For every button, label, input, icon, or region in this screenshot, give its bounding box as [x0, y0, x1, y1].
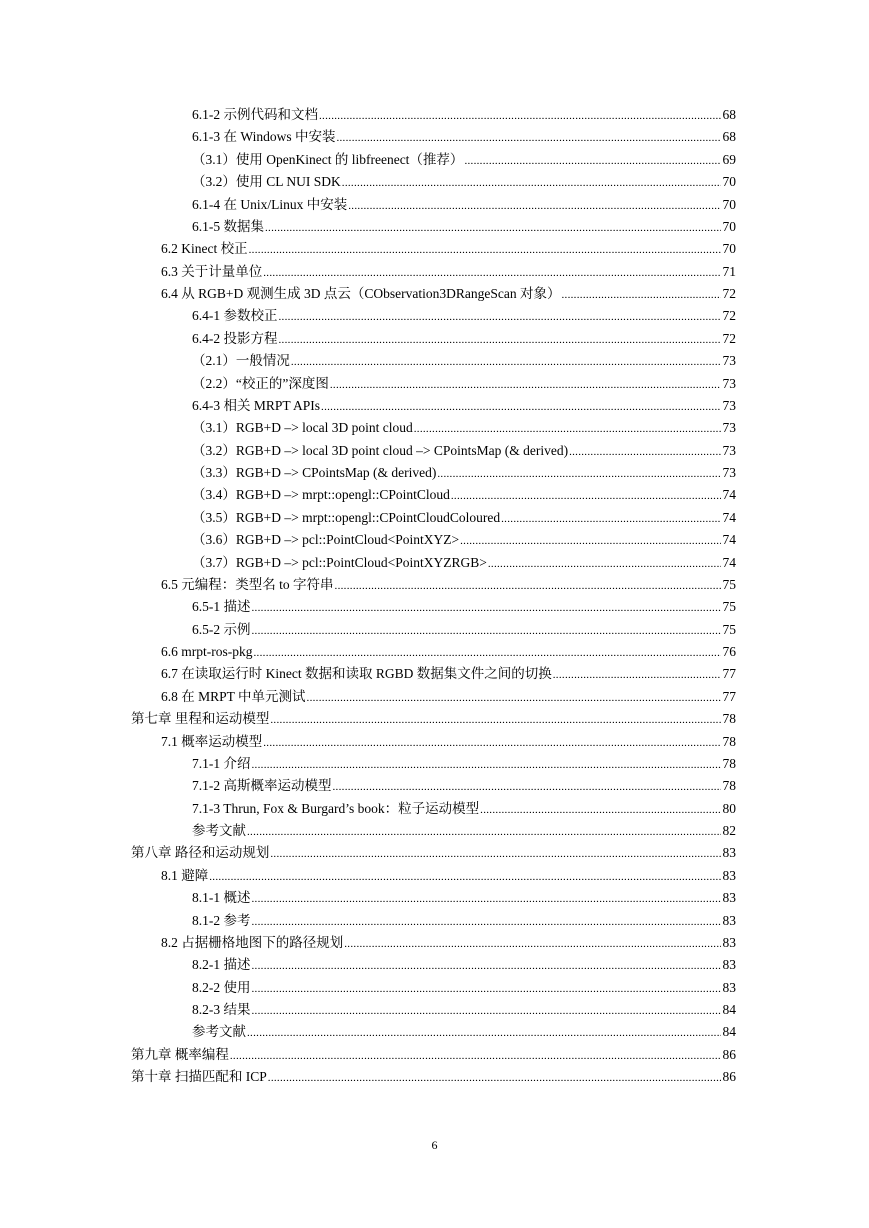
- toc-entry-page: 84: [722, 1002, 736, 1017]
- toc-entry-page: 86: [722, 1046, 736, 1062]
- toc-entry-title: 参考文献: [192, 1024, 246, 1040]
- toc-entry-page: 70: [722, 174, 736, 190]
- toc-entry-page: 70: [722, 196, 736, 212]
- toc-entry-title: 第十章 扫描匹配和 ICP: [131, 1069, 267, 1085]
- toc-entry[interactable]: [0, 529, 869, 551]
- toc-entry-title: 6.3 关于计量单位: [161, 263, 263, 279]
- toc-entry-page: 78: [722, 711, 736, 727]
- toc-entry-page: 77: [722, 688, 736, 704]
- toc-leader-dots: [252, 954, 722, 977]
- toc-leader-dots: [480, 798, 721, 821]
- toc-entry[interactable]: [0, 283, 869, 305]
- toc-entry-page: 68: [722, 107, 736, 122]
- toc-entry[interactable]: [0, 686, 869, 708]
- toc-entry-title: 第七章 里程和运动模型: [131, 711, 270, 727]
- toc-entry[interactable]: [0, 1066, 869, 1088]
- toc-entry-page: 72: [722, 330, 736, 346]
- toc-entry-title: （3.2）使用 CL NUI SDK: [192, 174, 341, 190]
- toc-entry[interactable]: [0, 820, 869, 842]
- toc-entry-page: 78: [722, 755, 736, 771]
- toc-entry-page: 74: [722, 532, 736, 548]
- toc-entry-page: 73: [722, 397, 736, 413]
- toc-leader-dots: [252, 910, 722, 933]
- toc-entry-page: 78: [722, 778, 736, 794]
- toc-entry-title: 7.1-2 高斯概率运动模型: [192, 778, 332, 794]
- toc-entry-page: 74: [722, 487, 736, 503]
- toc-leader-dots: [569, 440, 721, 463]
- toc-leader-dots: [342, 171, 721, 194]
- toc-entry-title: （3.2）RGB+D –> local 3D point cloud –> CPointsMap (& derived): [192, 442, 569, 458]
- toc-entry-page: 73: [722, 465, 736, 480]
- toc-entry-page: 71: [722, 263, 736, 279]
- toc-entry[interactable]: [0, 708, 869, 730]
- toc-leader-dots: [209, 865, 721, 888]
- toc-entry[interactable]: [0, 373, 869, 395]
- toc-leader-dots: [247, 1021, 721, 1044]
- toc-leader-dots: [348, 194, 721, 217]
- toc-entry[interactable]: [0, 731, 869, 753]
- toc-entry-title: 8.2-3 结果: [192, 1002, 251, 1017]
- toc-entry-title: 第九章 概率编程: [131, 1046, 229, 1062]
- toc-entry[interactable]: [0, 216, 869, 238]
- toc-entry-page: 69: [722, 151, 736, 167]
- toc-leader-dots: [319, 104, 721, 127]
- toc-entry[interactable]: [0, 910, 869, 932]
- toc-entry-page: 83: [722, 934, 736, 950]
- toc-entry-title: 6.7 在读取运行时 Kinect 数据和读取 RGBD 数据集文件之间的切换: [161, 666, 552, 682]
- toc-leader-dots: [252, 596, 722, 619]
- toc-entry[interactable]: [0, 395, 869, 417]
- toc-entry[interactable]: [0, 641, 869, 663]
- toc-entry-title: 7.1 概率运动模型: [161, 733, 263, 749]
- toc-entry-page: 76: [722, 644, 736, 659]
- toc-leader-dots: [336, 126, 721, 149]
- toc-entry[interactable]: [0, 149, 869, 171]
- toc-entry-page: 73: [722, 442, 736, 458]
- toc-entry[interactable]: [0, 126, 869, 148]
- toc-entry[interactable]: [0, 171, 869, 193]
- toc-leader-dots: [230, 1044, 721, 1067]
- toc-entry[interactable]: [0, 775, 869, 797]
- toc-leader-dots: [279, 305, 722, 328]
- toc-entry-title: 8.1 避障: [161, 867, 209, 883]
- toc-entry[interactable]: [0, 305, 869, 327]
- toc-entry[interactable]: [0, 865, 869, 887]
- toc-leader-dots: [437, 462, 721, 485]
- toc-entry-page: 68: [722, 129, 736, 145]
- toc-entry-title: 8.2-1 描述: [192, 957, 251, 973]
- toc-entry-title: 8.1-2 参考: [192, 912, 251, 928]
- toc-entry-title: 6.4 从 RGB+D 观测生成 3D 点云（CObservation3DRangeScan 对象）: [161, 286, 561, 301]
- toc-entry-page: 83: [722, 890, 736, 906]
- toc-entry[interactable]: [0, 328, 869, 350]
- toc-entry-page: 77: [722, 666, 736, 682]
- toc-entry-page: 75: [722, 576, 736, 592]
- toc-leader-dots: [464, 149, 721, 172]
- toc-entry[interactable]: [0, 440, 869, 462]
- toc-entry[interactable]: [0, 484, 869, 506]
- toc-entry-page: 72: [722, 308, 736, 324]
- toc-entry-page: 83: [722, 867, 736, 883]
- toc-leader-dots: [252, 887, 722, 910]
- toc-leader-dots: [333, 775, 722, 798]
- toc-leader-dots: [460, 529, 721, 552]
- toc-entry-title: 8.2 占据栅格地图下的路径规划: [161, 934, 344, 950]
- toc-entry[interactable]: [0, 1044, 869, 1066]
- toc-entry-page: 86: [722, 1069, 736, 1085]
- toc-leader-dots: [247, 820, 721, 843]
- toc-leader-dots: [249, 238, 721, 261]
- toc-entry-page: 83: [722, 912, 736, 928]
- toc-entry-title: 6.6 mrpt-ros-pkg: [161, 644, 253, 659]
- toc-leader-dots: [553, 663, 721, 686]
- toc-entry-title: 6.8 在 MRPT 中单元测试: [161, 688, 306, 704]
- toc-entry-title: （2.2）“校正的”深度图: [192, 375, 329, 391]
- toc-entry-page: 72: [722, 286, 736, 301]
- toc-entry[interactable]: [0, 507, 869, 529]
- toc-entry[interactable]: [0, 619, 869, 641]
- toc-entry-page: 73: [722, 375, 736, 391]
- toc-entry-title: 6.4-2 投影方程: [192, 330, 278, 346]
- toc-entry-page: 75: [722, 599, 736, 615]
- toc-entry[interactable]: [0, 999, 869, 1021]
- toc-entry-page: 83: [722, 979, 736, 995]
- toc-entry[interactable]: [0, 954, 869, 976]
- toc-leader-dots: [451, 484, 721, 507]
- toc-entry-title: 6.2 Kinect 校正: [161, 241, 248, 257]
- toc-entry[interactable]: [0, 977, 869, 999]
- toc-entry-page: 70: [722, 218, 736, 234]
- toc-leader-dots: [265, 216, 721, 239]
- toc-entry-title: 6.1-4 在 Unix/Linux 中安装: [192, 196, 348, 212]
- toc-entry-page: 74: [722, 509, 736, 525]
- toc-entry-page: 83: [722, 957, 736, 973]
- toc-entry-title: （3.7）RGB+D –> pcl::PointCloud<PointXYZRGB>: [192, 554, 487, 570]
- toc-entry[interactable]: [0, 238, 869, 260]
- toc-entry-title: （3.1）RGB+D –> local 3D point cloud: [192, 420, 413, 436]
- toc-entry-title: （3.5）RGB+D –> mrpt::opengl::CPointCloudColoured: [192, 509, 501, 525]
- toc-entry-title: （3.6）RGB+D –> pcl::PointCloud<PointXYZ>: [192, 532, 460, 548]
- toc-entry-title: 6.1-2 示例代码和文档: [192, 107, 318, 122]
- toc-leader-dots: [263, 731, 721, 754]
- toc-entry-title: （3.3）RGB+D –> CPointsMap (& derived): [192, 465, 437, 480]
- toc-entry[interactable]: [0, 753, 869, 775]
- toc-entry-title: 6.4-3 相关 MRPT APIs: [192, 397, 321, 413]
- toc-entry[interactable]: [0, 417, 869, 439]
- toc-entry-title: 8.1-1 概述: [192, 890, 251, 906]
- toc-entry-title: 6.1-5 数据集: [192, 218, 264, 234]
- toc-entry-page: 78: [722, 733, 736, 749]
- toc-leader-dots: [330, 373, 721, 396]
- toc-entry-title: 第八章 路径和运动规划: [131, 845, 270, 861]
- toc-entry-title: （3.4）RGB+D –> mrpt::opengl::CPointCloud: [192, 487, 450, 503]
- toc-entry-page: 80: [722, 800, 736, 816]
- toc-entry-page: 70: [722, 241, 736, 257]
- toc-leader-dots: [344, 932, 721, 955]
- toc-leader-dots: [414, 417, 721, 440]
- toc-entry-page: 73: [722, 353, 736, 369]
- toc-leader-dots: [335, 574, 721, 597]
- toc-entry-title: 7.1-1 介绍: [192, 755, 251, 771]
- toc-leader-dots: [307, 686, 721, 709]
- toc-entry-title: 6.1-3 在 Windows 中安装: [192, 129, 336, 145]
- toc-leader-dots: [501, 507, 721, 530]
- toc-entry[interactable]: [0, 350, 869, 372]
- toc-entry[interactable]: [0, 663, 869, 685]
- toc-entry[interactable]: [0, 574, 869, 596]
- toc-leader-dots: [270, 842, 721, 865]
- toc-leader-dots: [252, 619, 722, 642]
- toc-entry[interactable]: [0, 1021, 869, 1043]
- toc-entry[interactable]: [0, 104, 869, 126]
- toc-leader-dots: [291, 350, 721, 373]
- toc-leader-dots: [270, 708, 721, 731]
- toc-entry-title: 6.4-1 参数校正: [192, 308, 278, 324]
- toc-leader-dots: [279, 328, 722, 351]
- toc-entry-title: （3.1）使用 OpenKinect 的 libfreenect（推荐）: [192, 151, 464, 167]
- toc-leader-dots: [252, 977, 722, 1000]
- toc-entry-title: 6.5 元编程：类型名 to 字符串: [161, 576, 334, 592]
- toc-leader-dots: [254, 641, 722, 664]
- toc-entry-title: 6.5-2 示例: [192, 621, 251, 637]
- toc-entry-title: 8.2-2 使用: [192, 979, 251, 995]
- toc-entry-title: 6.5-1 描述: [192, 599, 251, 615]
- toc-leader-dots: [268, 1066, 721, 1089]
- toc-entry[interactable]: [0, 261, 869, 283]
- toc-entry[interactable]: [0, 462, 869, 484]
- toc-leader-dots: [263, 261, 721, 284]
- toc-entry[interactable]: [0, 596, 869, 618]
- toc-leader-dots: [561, 283, 721, 306]
- toc-entry[interactable]: [0, 798, 869, 820]
- toc-leader-dots: [321, 395, 721, 418]
- table-of-contents: [0, 104, 869, 1089]
- toc-entry-page: 82: [722, 823, 736, 838]
- toc-leader-dots: [488, 552, 721, 575]
- toc-entry[interactable]: [0, 887, 869, 909]
- toc-entry-title: （2.1）一般情况: [192, 353, 290, 369]
- toc-entry-page: 75: [722, 621, 736, 637]
- toc-leader-dots: [252, 999, 722, 1022]
- toc-entry-page: 74: [722, 554, 736, 570]
- toc-entry-page: 73: [722, 420, 736, 436]
- toc-entry[interactable]: [0, 842, 869, 864]
- toc-entry-title: 7.1-3 Thrun, Fox & Burgard’s book：粒子运动模型: [192, 800, 480, 816]
- toc-entry[interactable]: [0, 932, 869, 954]
- page-number: 6: [431, 1138, 438, 1152]
- toc-entry[interactable]: [0, 194, 869, 216]
- toc-entry-page: 83: [722, 845, 736, 861]
- toc-entry[interactable]: [0, 552, 869, 574]
- toc-entry-page: 84: [722, 1024, 736, 1040]
- toc-leader-dots: [252, 753, 722, 776]
- toc-entry-title: 参考文献: [192, 823, 246, 838]
